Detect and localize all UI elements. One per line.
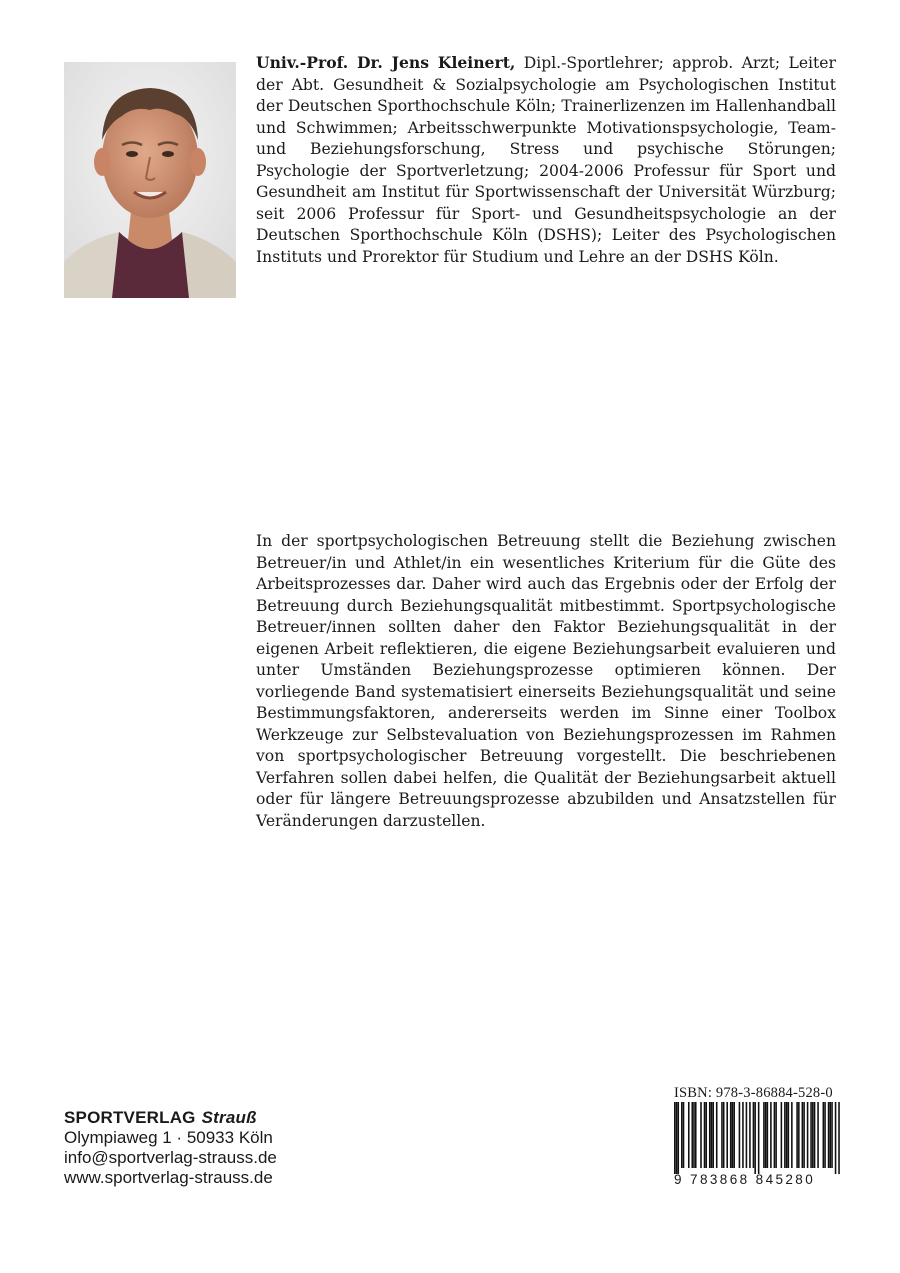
barcode-bar: [721, 1102, 723, 1168]
barcode-bar: [812, 1102, 814, 1168]
barcode-bar: [763, 1102, 765, 1168]
barcode-bar: [788, 1102, 790, 1168]
barcode-bar: [683, 1102, 685, 1168]
barcode-bar: [796, 1102, 798, 1168]
barcode-bar: [723, 1102, 725, 1168]
barcode-bar: [765, 1102, 767, 1168]
publisher-website[interactable]: www.sportverlag-strauss.de: [64, 1168, 273, 1187]
barcode-bar: [733, 1102, 735, 1168]
barcode-bar: [712, 1102, 714, 1168]
barcode-bar: [730, 1102, 732, 1168]
book-description: In der sportpsychologischen Betreuung stellt die Beziehung zwischen Betreuer/in und Athlet/in ein wesentliches Kriterium für die Güte des Arbeitsprozesses dar. Daher wird auch das Ergebnis oder der Erfolg der Betreuung durch Beziehungsqualität mitbestimmt. Sportpsychologische Betreuer/innen sollten daher den Faktor Beziehungsqualität in der eigenen Arbeit reflektieren, die eigene Beziehungsarbeit evaluieren und unter Umständen Beziehungsprozesse optimieren können. Der vorliegende Band systematisiert einerseits Beziehungsqualität und seine Bestimmungsfaktoren, andererseits werden im Sinne einer Toolbox Werkzeuge zur Selbstevaluation von Beziehungsprozessen im Rahmen von sportpsychologischer Betreuung vorgestellt. Die beschriebenen Verfahren sollen dabei helfen, die Qualität der Beziehungsarbeit aktuell oder für längere Betreuungsprozesse abzubilden und Ansatzstellen für Veränderungen darzustellen.: [256, 532, 836, 830]
barcode-bar: [807, 1102, 809, 1168]
barcode-bar: [786, 1102, 788, 1168]
author-bio: [256, 52, 836, 268]
barcode-bar: [716, 1102, 718, 1168]
barcode-bar: [739, 1102, 741, 1168]
author-photo: [64, 62, 236, 298]
author-bio-text: Dipl.-Sportlehrer; approb. Arzt; Leiter der Abt. Gesundheit & Sozialpsychologie am Psychologischen Institut der Deutschen Sporthochschule Köln; Trainerlizenzen im Hallenhandball und Schwimmen; Arbeitsschwerpunkte Motivationspsychologie, Team- und Beziehungsforschung, Stress und psychische Störungen; Psychologie der Sportverletzung; 2004-2006 Professur für Sport und Gesundheit am Institut für Sportwissenschaft der Universität Würzburg; seit 2006 Professur für Sport- und Gesundheitspsychologie an der Deutschen Sporthochschule Köln (DSHS); Leiter des Psychologischen Instituts und Prorektor für Studium und Lehre an der DSHS Köln.: [256, 54, 836, 266]
barcode-bar: [693, 1102, 695, 1168]
barcode-bar: [823, 1102, 825, 1168]
barcode-bar: [824, 1102, 826, 1168]
barcode-bar: [674, 1102, 676, 1174]
barcode-bar: [802, 1102, 804, 1168]
barcode-bar: [677, 1102, 679, 1174]
barcode-bar: [695, 1102, 697, 1168]
barcode-bar: [828, 1102, 830, 1168]
barcode-bar: [770, 1102, 772, 1168]
barcode-bar: [838, 1102, 840, 1174]
barcode-bar: [781, 1102, 783, 1168]
barcode-digits: 9 783868 845280: [674, 1172, 816, 1187]
barcode-bar: [700, 1102, 702, 1168]
publisher-block: [64, 1108, 364, 1188]
barcode-bar: [754, 1102, 756, 1174]
barcode-bar: [705, 1102, 707, 1168]
isbn-label: ISBN: 978-3-86884-528-0: [674, 1085, 833, 1101]
barcode-bar: [732, 1102, 734, 1168]
publisher-email[interactable]: info@sportverlag-strauss.de: [64, 1148, 277, 1167]
barcode-bar: [709, 1102, 711, 1168]
barcode-bar: [688, 1102, 690, 1168]
barcode-bar: [691, 1102, 693, 1168]
barcode-bar: [835, 1102, 837, 1174]
author-name: Univ.-Prof. Dr. Jens Kleinert,: [256, 53, 516, 72]
barcode-bar: [831, 1102, 833, 1168]
barcode-bar: [676, 1102, 678, 1174]
barcode-bar: [746, 1102, 748, 1168]
barcode-bar: [767, 1102, 769, 1168]
barcode-bar: [810, 1102, 812, 1168]
publisher-address: Olympiaweg 1 · 50933 Köln: [64, 1128, 273, 1147]
barcode-bar: [758, 1102, 760, 1174]
barcode-bar: [681, 1102, 683, 1168]
publisher-brand: Strauß: [201, 1108, 257, 1127]
barcode-bar: [798, 1102, 800, 1168]
barcode-bar: [774, 1102, 776, 1168]
barcode-bar: [704, 1102, 706, 1168]
barcode-bar: [749, 1102, 751, 1168]
barcode-bar: [817, 1102, 819, 1168]
publisher-name-text: SPORTVERLAG: [64, 1108, 196, 1127]
barcode-bar: [830, 1102, 832, 1168]
barcode-bar: [803, 1102, 805, 1168]
barcode-bar: [784, 1102, 786, 1168]
barcode-bar: [814, 1102, 816, 1168]
barcode-bar: [753, 1102, 755, 1168]
barcode-bar: [742, 1102, 744, 1168]
barcode-bar: [775, 1102, 777, 1168]
publisher-name: [64, 1108, 364, 1128]
barcode-bar: [711, 1102, 713, 1168]
barcode-bar: [726, 1102, 728, 1168]
barcode-bar: [791, 1102, 793, 1168]
